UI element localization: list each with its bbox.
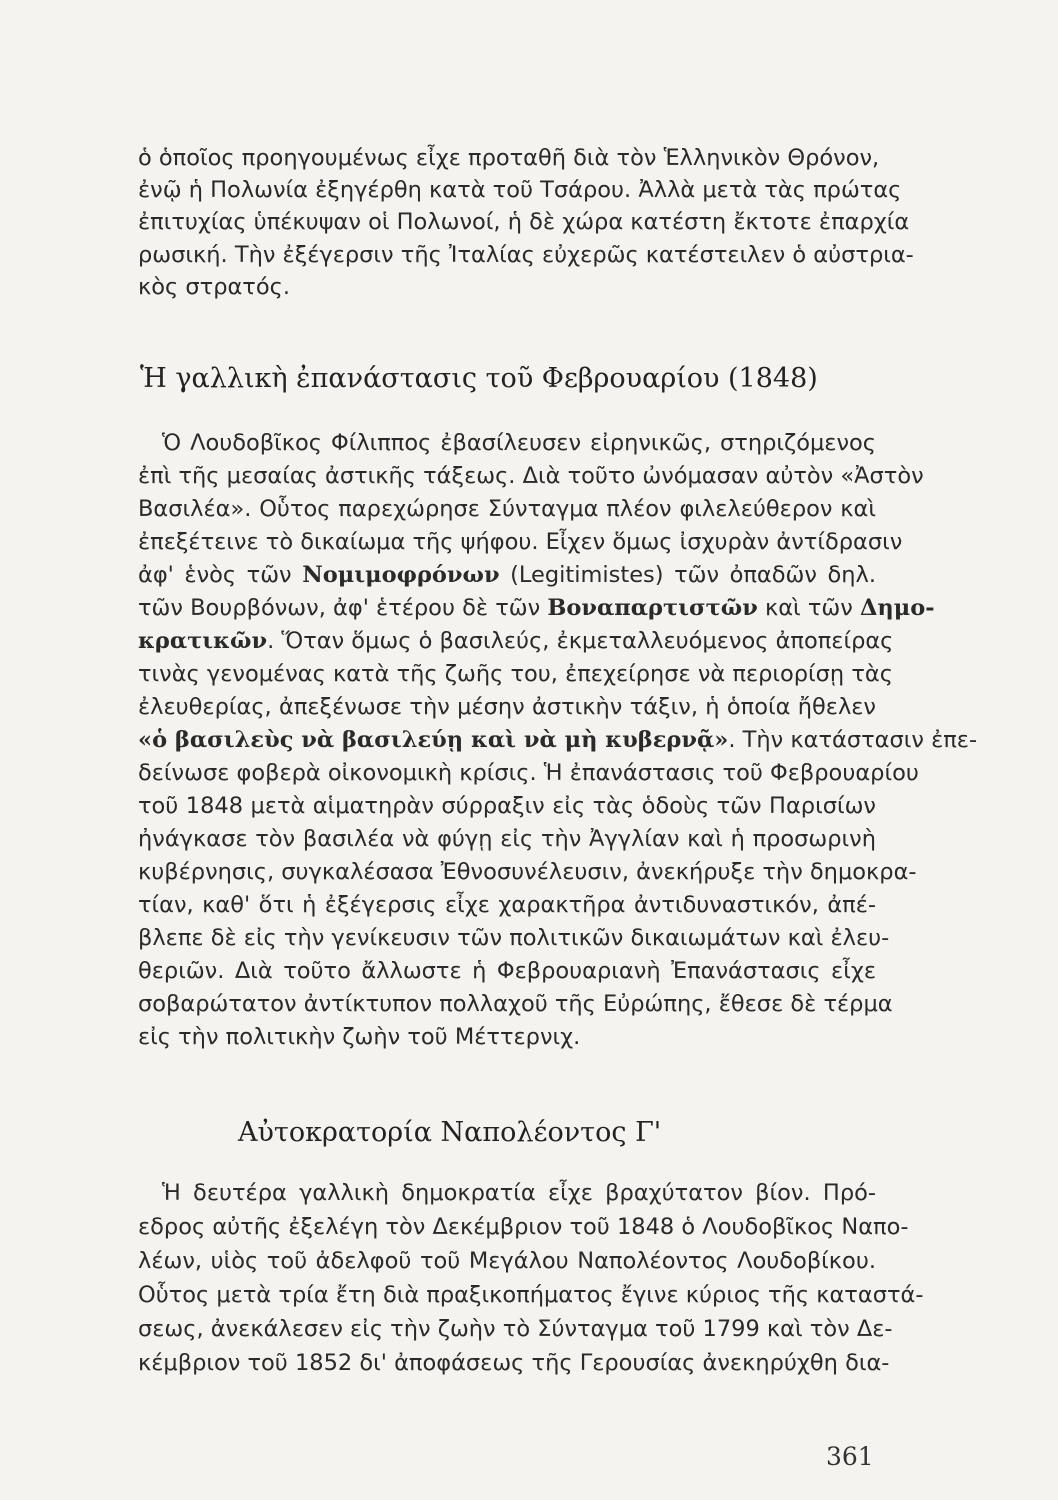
- text-line: Οὗτος μετὰ τρία ἔτη διὰ πραξικοπήματος ἔγινε κύριος τῆς καταστά-: [138, 1282, 924, 1308]
- text-line: ὁ ὁποῖος προηγουμένως εἶχε προταθῆ διὰ τὸν Ἑλληνικὸν Θρόνον,: [138, 145, 880, 171]
- text-line: [138, 593, 935, 623]
- section-heading-february-revolution: Ἡ γαλλικὴ ἐπανάστασις τοῦ Φεβρουαρίου (1848): [140, 363, 818, 394]
- text-run: (Legitimistes) τῶν ὀπαδῶν δηλ.: [499, 562, 876, 588]
- text-line: τινὰς γενομένας κατὰ τῆς ζωῆς του, ἐπεχείρησε νὰ περιορίσῃ τὰς: [138, 661, 893, 687]
- page-number: 361: [826, 1442, 874, 1471]
- text-line: ρωσική. Τὴν ἐξέγερσιν τῆς Ἰταλίας εὐχερῶς κατέστειλεν ὁ αὐστρια-: [138, 242, 914, 268]
- text-line: ἐπιτυχίας ὑπέκυψαν οἱ Πολωνοί, ἡ δὲ χώρα κατέστη ἔκτοτε ἐπαρχία: [138, 209, 910, 235]
- text-line: δείνωσε φοβερὰ οἰκονομικὴ κρίσις. Ἡ ἐπανάστασις τοῦ Φεβρουαρίου: [138, 760, 919, 786]
- text-line: ἐνῷ ἡ Πολωνία ἐξηγέρθη κατὰ τοῦ Τσάρου. Ἀλλὰ μετὰ τὰς πρώτας: [138, 177, 902, 203]
- text-run: . Τὴν κατάστασιν ἐπε-: [728, 727, 978, 753]
- text-run: ἀφ' ἑνὸς τῶν: [138, 562, 303, 588]
- text-line: ἐπεξέτεινε τὸ δικαίωμα τῆς ψήφου. Εἶχεν ὅμως ἰσχυρὰν ἀντίδρασιν: [138, 529, 903, 555]
- text-line: Βασιλέα». Οὗτος παρεχώρησε Σύνταγμα πλέον φιλελεύθερον καὶ: [138, 496, 876, 522]
- text-run: καὶ τῶν: [757, 595, 860, 621]
- section-heading-napoleon-iii-empire: Αὐτοκρατορία Ναπολέοντος Γ': [238, 1117, 662, 1148]
- text-line: [138, 560, 876, 590]
- text-line: βλεπε δὲ εἰς τὴν γενίκευσιν τῶν πολιτικῶν δικαιωμάτων καὶ ἐλευ-: [138, 925, 890, 951]
- text-line: [138, 626, 894, 656]
- text-line: κὸς στρατός.: [138, 274, 290, 300]
- text-line: κέμβριον τοῦ 1852 δι' ἀποφάσεως τῆς Γερουσίας ἀνεκηρύχθη δια-: [138, 1350, 890, 1376]
- text-line: σοβαρώτατον ἀντίκτυπον πολλαχοῦ τῆς Εὐρώπης, ἔθεσε δὲ τέρμα: [138, 991, 893, 1017]
- text-line: τοῦ 1848 μετὰ αἱματηρὰν σύρραξιν εἰς τὰς ὁδοὺς τῶν Παρισίων: [138, 793, 876, 819]
- text-line: εδρος αὐτῆς ἐξελέγη τὸν Δεκέμβριον τοῦ 1848 ὁ Λουδοβῖκος Ναπο-: [138, 1214, 909, 1240]
- text-line: ἠνάγκασε τὸν βασιλέα νὰ φύγῃ εἰς τὴν Ἀγγλίαν καὶ ἡ προσωρινὴ: [138, 826, 876, 852]
- bold-term-democrats-cont: κρατικῶν: [138, 628, 268, 654]
- text-line: εἰς τὴν πολιτικὴν ζωὴν τοῦ Μέττερνιχ.: [138, 1024, 581, 1050]
- text-line: ἐπὶ τῆς μεσαίας ἀστικῆς τάξεως. Διὰ τοῦτο ὠνόμασαν αὐτὸν «Ἀστὸν: [138, 463, 924, 489]
- text-line: τίαν, καθ' ὅτι ἡ ἐξέγερσις εἶχε χαρακτῆρα ἀντιδυναστικόν, ἀπέ-: [138, 892, 876, 918]
- text-line: λέων, υἱὸς τοῦ ἀδελφοῦ τοῦ Μεγάλου Ναπολέοντος Λουδοβίκου.: [138, 1248, 876, 1274]
- text-line: σεως, ἀνεκάλεσεν εἰς τὴν ζωὴν τὸ Σύνταγμα τοῦ 1799 καὶ τὸν Δε-: [138, 1316, 893, 1342]
- text-run: . Ὅταν ὅμως ὁ βασιλεύς, ἐκμεταλλευόμενος ἀποπείρας: [267, 628, 894, 654]
- bold-quote-king-reigns: «ὁ βασιλεὺς νὰ βασιλεύῃ καὶ νὰ μὴ κυβερνᾷ»: [138, 727, 729, 753]
- text-line: [138, 725, 978, 755]
- text-line: κυβέρνησις, συγκαλέσασα Ἐθνοσυνέλευσιν, ἀνεκήρυξε τὴν δημοκρα-: [138, 859, 917, 885]
- bold-term-bonapartists: Βοναπαρτιστῶν: [547, 595, 758, 621]
- bold-term-democrats: Δημο-: [859, 595, 935, 621]
- bold-term-legitimists: Νομιμοφρόνων: [302, 562, 500, 588]
- text-line: Ἡ δευτέρα γαλλικὴ δημοκρατία εἶχε βραχύτατον βίον. Πρό-: [162, 1180, 876, 1206]
- text-line: ἐλευθερίας, ἀπεξένωσε τὴν μέσην ἀστικὴν τάξιν, ἡ ὁποία ἤθελεν: [138, 694, 876, 720]
- text-line: Ὁ Λουδοβῖκος Φίλιππος ἐβασίλευσεν εἰρηνικῶς, στηριζόμενος: [162, 430, 876, 456]
- text-line: θεριῶν. Διὰ τοῦτο ἄλλωστε ἡ Φεβρουαριανὴ Ἐπανάστασις εἶχε: [138, 958, 876, 984]
- text-run: τῶν Βουρβόνων, ἀφ' ἑτέρου δὲ τῶν: [138, 595, 548, 621]
